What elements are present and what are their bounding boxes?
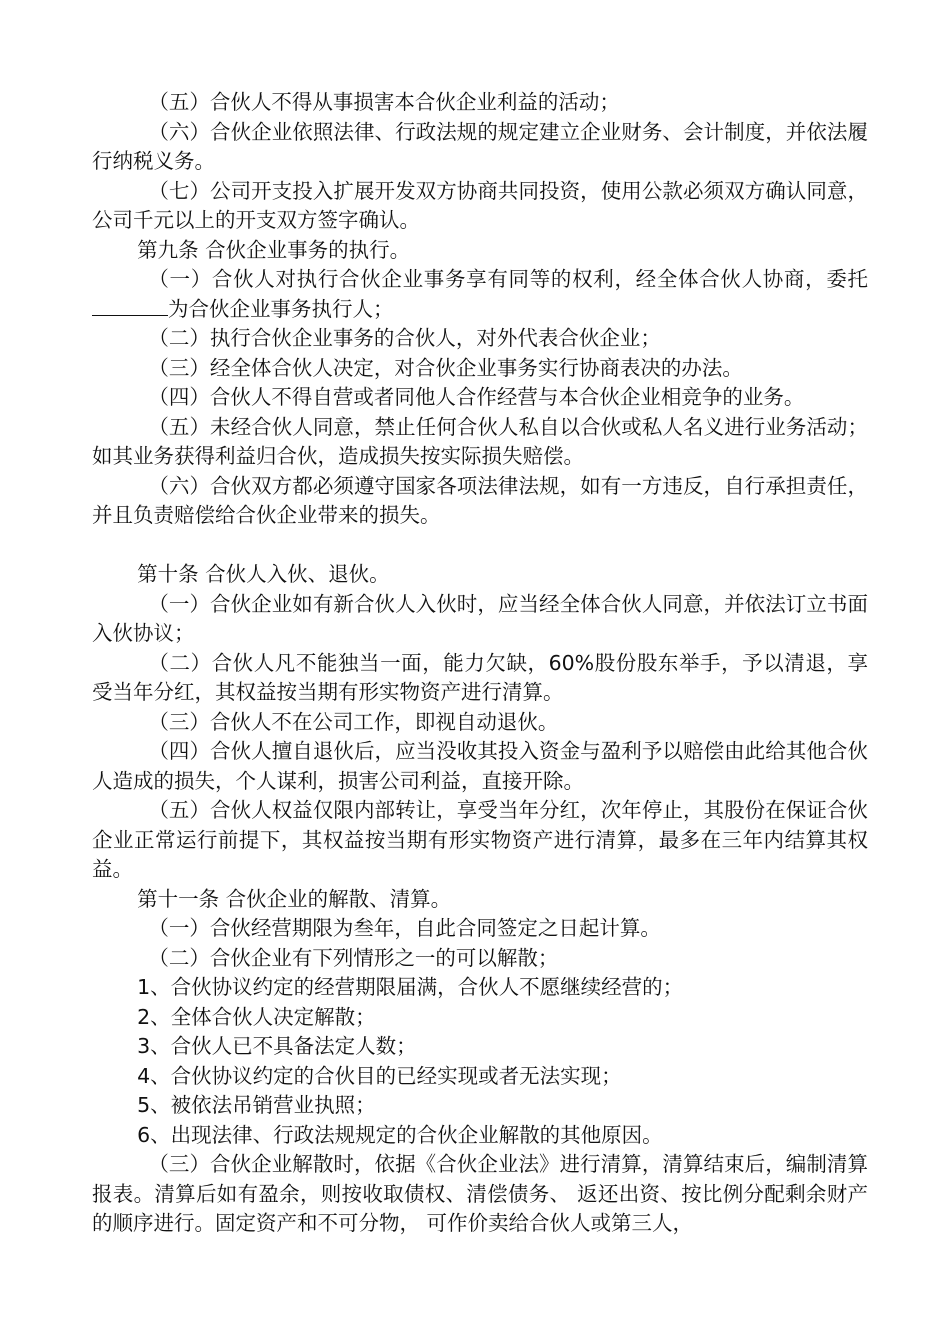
dissolution-case-6: 6、出现法律、行政法规规定的合伙企业解散的其他原因。 [137, 1122, 663, 1147]
article-10-item-2: （二）合伙人凡不能独当一面，能力欠缺，60%股份股东举手，予以清退，享受当年分红，其权益按当期有形实物资产进行清算。 [92, 650, 868, 704]
dissolution-case-2: 2、全体合伙人决定解散； [137, 1004, 376, 1029]
article-9-item-1 [92, 265, 868, 324]
article-9-item-6: （六）合伙双方都必须遵守国家各项法律法规，如有一方违反，自行承担责任，并且负责赔偿给合伙企业带来的损失。 [92, 473, 868, 527]
clause-6-accounting: （六）合伙企业依照法律、行政法规的规定建立企业财务、会计制度，并依法履行纳税义务。 [92, 119, 868, 173]
article-9-item-1-text: （一）合伙人对执行合伙企业事务享有同等的权利，经全体合伙人协商， [148, 267, 827, 291]
article-9-item-2: （二）执行合伙企业事务的合伙人，对外代表合伙企业； [148, 326, 661, 350]
article-10-item-4: （四）合伙人擅自退伙后，应当没收其投入资金与盈利予以赔偿由此给其他合伙人造成的损失，个人谋利，损害公司利益，直接开除。 [92, 739, 868, 793]
document-page [92, 88, 868, 1239]
article-9-item-4: （四）合伙人不得自营或者同他人合作经营与本合伙企业相竞争的业务。 [148, 385, 805, 409]
clause-7-expenses: （七）公司开支投入扩展开发双方协商共同投资，使用公款必须双方确认同意，公司千元以上的开支双方签字确认。 [92, 178, 868, 232]
article-9-item-3: （三）经全体合伙人决定，对合伙企业事务实行协商表决的办法。 [148, 355, 743, 380]
article-10-heading: 第十条 合伙人入伙、退伙。 [137, 562, 390, 586]
dissolution-case-5: 5、被依法吊销营业执照； [137, 1093, 376, 1117]
article-11-heading: 第十一条 合伙企业的解散、清算。 [137, 886, 452, 911]
executor-suffix: 为合伙企业事务执行人； [168, 296, 394, 321]
article-10-item-3: （三）合伙人不在公司工作，即视自动退伙。 [148, 709, 559, 734]
article-9-item-5: （五）未经合伙人同意，禁止任何合伙人私自以合伙或私人名义进行业务活动；如其业务获得利益归合伙，造成损失按实际损失赔偿。 [92, 414, 868, 468]
clause-5-no-harm: （五）合伙人不得从事损害本合伙企业利益的活动； [148, 90, 620, 114]
article-9-heading: 第九条 合伙企业事务的执行。 [137, 237, 411, 262]
dissolution-case-3: 3、合伙人已不具备法定人数； [137, 1034, 417, 1058]
dissolution-case-4: 4、合伙协议约定的合伙目的已经实现或者无法实现； [137, 1063, 622, 1088]
article-11-item-1: （一）合伙经营期限为叁年，自此合同签定之日起计算。 [148, 916, 661, 940]
article-10-item-5: （五）合伙人权益仅限内部转让，享受当年分红，次年停止，其股份在保证合伙企业正常运行前提下，其权益按当期有形实物资产进行清算，最多在三年内结算其权益。 [92, 798, 868, 881]
article-11-item-3: （三）合伙企业解散时，依据《合伙企业法》进行清算，清算结束后，编制清算报表。清算后如有盈余，则按收取债权、清偿债务、 返还出资、按比例分配剩余财产的顺序进行。固定资产和不可分物， 可作价卖给合伙人或第三人， [92, 1152, 868, 1235]
blank-line [92, 531, 868, 561]
article-10-item-1: （一）合伙企业如有新合伙人入伙时，应当经全体合伙人同意，并依法订立书面入伙协议； [92, 591, 868, 645]
article-11-item-2: （二）合伙企业有下列情形之一的可以解散； [148, 945, 559, 970]
dissolution-case-1: 1、合伙协议约定的经营期限届满，合伙人不愿继续经营的； [137, 975, 684, 999]
executor-name-blank [92, 295, 168, 316]
entrust-label: 委托 [826, 267, 868, 291]
